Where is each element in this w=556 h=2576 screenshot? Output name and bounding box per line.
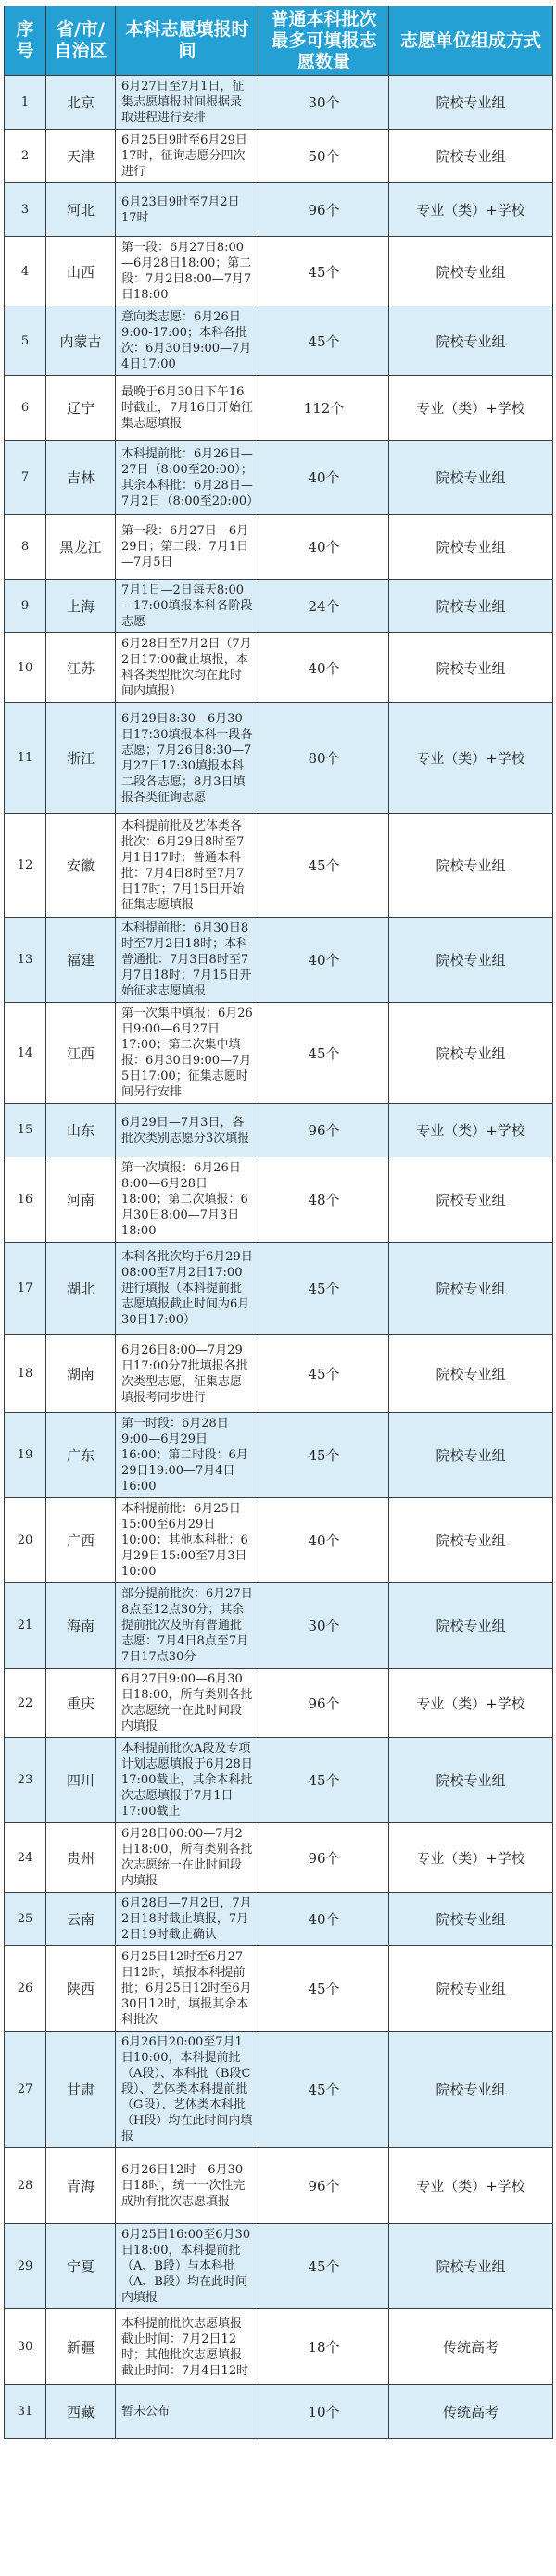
row-index: 23 bbox=[5, 1738, 46, 1823]
row-province: 浙江 bbox=[46, 703, 116, 814]
row-mode: 院校专业组 bbox=[389, 1946, 553, 2032]
row-index: 21 bbox=[5, 1583, 46, 1669]
table-row bbox=[5, 1413, 553, 1498]
row-time: 7月1日—2日每天8:00—17:00填报本科各阶段志愿 bbox=[116, 580, 259, 633]
row-index: 6 bbox=[5, 376, 46, 441]
row-mode: 院校专业组 bbox=[389, 1335, 553, 1413]
row-province: 重庆 bbox=[46, 1669, 116, 1738]
row-count: 45个 bbox=[259, 2224, 389, 2309]
row-count: 45个 bbox=[259, 814, 389, 918]
row-province: 陕西 bbox=[46, 1946, 116, 2032]
row-mode: 院校专业组 bbox=[389, 580, 553, 633]
table-row bbox=[5, 1823, 553, 1893]
row-time: 第一次集中填报：6月26日9:00—6月27日17:00；第二次集中填报：6月30日9:00—7月5日17:00；征集志愿时间另行安排 bbox=[116, 1003, 259, 1104]
table-row bbox=[5, 2385, 553, 2439]
table-row bbox=[5, 130, 553, 183]
row-count: 40个 bbox=[259, 1893, 389, 1946]
row-count: 40个 bbox=[259, 1498, 389, 1583]
row-mode: 专业（类）+学校 bbox=[389, 2148, 553, 2224]
row-mode: 院校专业组 bbox=[389, 1003, 553, 1104]
row-mode: 院校专业组 bbox=[389, 2224, 553, 2309]
row-time: 6月28日—7月2日，7月2日18时截止填报，7月2日19时截止确认 bbox=[116, 1893, 259, 1946]
table-row bbox=[5, 1335, 553, 1413]
row-index: 1 bbox=[5, 76, 46, 130]
row-index: 28 bbox=[5, 2148, 46, 2224]
row-count: 96个 bbox=[259, 1669, 389, 1738]
row-time: 6月27日至7月1日，征集志愿填报时间根据录取进程进行安排 bbox=[116, 76, 259, 130]
row-mode: 院校专业组 bbox=[389, 306, 553, 376]
row-count: 45个 bbox=[259, 2032, 389, 2148]
table-row bbox=[5, 515, 553, 580]
table-row bbox=[5, 1738, 553, 1823]
row-time: 6月29日—7月3日，各批次类别志愿分3次填报 bbox=[116, 1104, 259, 1157]
row-province: 海南 bbox=[46, 1583, 116, 1669]
row-index: 7 bbox=[5, 441, 46, 515]
row-count: 96个 bbox=[259, 1823, 389, 1893]
row-province: 贵州 bbox=[46, 1823, 116, 1893]
row-index: 14 bbox=[5, 1003, 46, 1104]
row-index: 18 bbox=[5, 1335, 46, 1413]
table-row bbox=[5, 1003, 553, 1104]
table-row bbox=[5, 2309, 553, 2385]
row-index: 27 bbox=[5, 2032, 46, 2148]
row-index: 29 bbox=[5, 2224, 46, 2309]
row-province: 福建 bbox=[46, 918, 116, 1003]
row-count: 45个 bbox=[259, 237, 389, 306]
row-mode: 院校专业组 bbox=[389, 633, 553, 703]
row-mode: 专业（类）+学校 bbox=[389, 376, 553, 441]
row-province: 安徽 bbox=[46, 814, 116, 918]
row-time: 6月26日12时—6月30日18时，统一一次性完成所有批次志愿填报 bbox=[116, 2148, 259, 2224]
row-time: 6月28日00:00—7月2日18:00，所有类别各批次志愿统一在此时间段内填报 bbox=[116, 1823, 259, 1893]
row-province: 广东 bbox=[46, 1413, 116, 1498]
row-mode: 专业（类）+学校 bbox=[389, 183, 553, 237]
row-count: 48个 bbox=[259, 1157, 389, 1243]
row-time: 6月28日至7月2日（7月2日17:00截止填报，本科各类型批次均在此时间内填报） bbox=[116, 633, 259, 703]
row-index: 19 bbox=[5, 1413, 46, 1498]
row-province: 青海 bbox=[46, 2148, 116, 2224]
row-mode: 院校专业组 bbox=[389, 918, 553, 1003]
row-mode: 院校专业组 bbox=[389, 515, 553, 580]
row-province: 山西 bbox=[46, 237, 116, 306]
row-province: 宁夏 bbox=[46, 2224, 116, 2309]
row-count: 45个 bbox=[259, 1738, 389, 1823]
row-province: 辽宁 bbox=[46, 376, 116, 441]
row-mode: 院校专业组 bbox=[389, 237, 553, 306]
row-province: 湖南 bbox=[46, 1335, 116, 1413]
row-index: 4 bbox=[5, 237, 46, 306]
row-index: 31 bbox=[5, 2385, 46, 2439]
row-index: 10 bbox=[5, 633, 46, 703]
table-row bbox=[5, 1669, 553, 1738]
row-province: 四川 bbox=[46, 1738, 116, 1823]
row-province: 江苏 bbox=[46, 633, 116, 703]
row-province: 江西 bbox=[46, 1003, 116, 1104]
row-province: 上海 bbox=[46, 580, 116, 633]
row-count: 40个 bbox=[259, 515, 389, 580]
table-row bbox=[5, 1946, 553, 2032]
row-time: 本科提前批及艺体类各批次：6月29日8时至7月1日17时；普通本科批：7月4日8时至7月7日17时；7月15日开始征集志愿填报 bbox=[116, 814, 259, 918]
row-count: 50个 bbox=[259, 130, 389, 183]
row-index: 15 bbox=[5, 1104, 46, 1157]
row-count: 96个 bbox=[259, 1104, 389, 1157]
table-row bbox=[5, 1243, 553, 1335]
row-index: 9 bbox=[5, 580, 46, 633]
row-time: 6月23日9时至7月2日17时 bbox=[116, 183, 259, 237]
row-count: 96个 bbox=[259, 183, 389, 237]
volunteer-table bbox=[4, 6, 553, 2439]
table-row bbox=[5, 1157, 553, 1243]
row-province: 甘肃 bbox=[46, 2032, 116, 2148]
row-mode: 专业（类）+学校 bbox=[389, 1823, 553, 1893]
row-count: 45个 bbox=[259, 1243, 389, 1335]
row-time: 6月25日12时至6月27日12时，填报本科提前批；6月25日12时至6月30日12时，填报其余本科批次 bbox=[116, 1946, 259, 2032]
row-time: 意向类志愿：6月26日9:00-17:00；本科各批次：6月30日9:00—7月4日17:00 bbox=[116, 306, 259, 376]
row-count: 30个 bbox=[259, 1583, 389, 1669]
table-row bbox=[5, 1104, 553, 1157]
row-time: 暂未公布 bbox=[116, 2385, 259, 2439]
row-index: 5 bbox=[5, 306, 46, 376]
row-count: 45个 bbox=[259, 1413, 389, 1498]
header-mode: 志愿单位组成方式 bbox=[389, 6, 553, 76]
row-time: 6月25日9时至6月29日17时，征询志愿分四次进行 bbox=[116, 130, 259, 183]
table-row bbox=[5, 2224, 553, 2309]
row-mode: 院校专业组 bbox=[389, 441, 553, 515]
row-mode: 院校专业组 bbox=[389, 1413, 553, 1498]
table-row bbox=[5, 1893, 553, 1946]
row-province: 山东 bbox=[46, 1104, 116, 1157]
row-count: 40个 bbox=[259, 918, 389, 1003]
row-time: 本科提前批：6月30日8时至7月2日18时；本科普通批：7月3日8时至7月7日18时；7月15日开始征求志愿填报 bbox=[116, 918, 259, 1003]
row-time: 6月26日8:00—7月29日17:00分7批填报各批次类型志愿，征集志愿填报考同步进行 bbox=[116, 1335, 259, 1413]
header-count: 普通本科批次最多可填报志愿数量 bbox=[259, 6, 389, 76]
table-row bbox=[5, 1583, 553, 1669]
row-mode: 院校专业组 bbox=[389, 1738, 553, 1823]
row-province: 云南 bbox=[46, 1893, 116, 1946]
row-index: 22 bbox=[5, 1669, 46, 1738]
row-time: 最晚于6月30日下午16时截止，7月16日开始征集志愿填报 bbox=[116, 376, 259, 441]
row-count: 30个 bbox=[259, 76, 389, 130]
row-mode: 传统高考 bbox=[389, 2385, 553, 2439]
row-province: 天津 bbox=[46, 130, 116, 183]
row-index: 13 bbox=[5, 918, 46, 1003]
table-body bbox=[5, 76, 553, 2439]
row-province: 西藏 bbox=[46, 2385, 116, 2439]
row-time: 6月25日16:00至6月30日18:00，本科提前批（A、B段）与本科批（A、B段）均在此时间内填报 bbox=[116, 2224, 259, 2309]
row-time: 第一次填报：6月26日8:00—6月28日18:00；第二次填报：6月30日8:00—7月3日18:00 bbox=[116, 1157, 259, 1243]
row-mode: 专业（类）+学校 bbox=[389, 1669, 553, 1738]
table-row bbox=[5, 2148, 553, 2224]
row-count: 45个 bbox=[259, 1003, 389, 1104]
table-row bbox=[5, 376, 553, 441]
row-count: 10个 bbox=[259, 2385, 389, 2439]
row-time: 部分提前批次：6月27日8点至12点30分；其余提前批次及所有普通批志愿：7月4日8点至7月7日17点30分 bbox=[116, 1583, 259, 1669]
row-mode: 专业（类）+学校 bbox=[389, 703, 553, 814]
row-mode: 专业（类）+学校 bbox=[389, 1104, 553, 1157]
table-row bbox=[5, 441, 553, 515]
row-province: 北京 bbox=[46, 76, 116, 130]
header-province: 省/市/自治区 bbox=[46, 6, 116, 76]
row-mode: 院校专业组 bbox=[389, 2032, 553, 2148]
row-time: 本科提前批：6月26日—27日（8:00至20:00）；其余本科批：6月28日—7月2日（8:00至20:00） bbox=[116, 441, 259, 515]
row-province: 广西 bbox=[46, 1498, 116, 1583]
row-count: 40个 bbox=[259, 441, 389, 515]
row-time: 第一时段：6月28日9:00—6月29日16:00；第二时段：6月29日19:00—7月4日16:00 bbox=[116, 1413, 259, 1498]
table-row bbox=[5, 918, 553, 1003]
row-index: 16 bbox=[5, 1157, 46, 1243]
table-row bbox=[5, 1498, 553, 1583]
row-count: 96个 bbox=[259, 2148, 389, 2224]
row-time: 本科提前批次A段及专项计划志愿填报于6月28日17:00截止，其余本科批次志愿填报于7月1日17:00截止 bbox=[116, 1738, 259, 1823]
row-mode: 院校专业组 bbox=[389, 814, 553, 918]
row-time: 6月27日9:00—6月30日18:00，所有类别各批次志愿统一在此时间段内填报 bbox=[116, 1669, 259, 1738]
table-row bbox=[5, 633, 553, 703]
row-mode: 院校专业组 bbox=[389, 1157, 553, 1243]
row-time: 本科提前批次志愿填报截止时间：7月2日12时；其他批次志愿填报截止时间：7月4日12时 bbox=[116, 2309, 259, 2385]
row-count: 45个 bbox=[259, 306, 389, 376]
table-row bbox=[5, 703, 553, 814]
row-province: 新疆 bbox=[46, 2309, 116, 2385]
header-time: 本科志愿填报时间 bbox=[116, 6, 259, 76]
row-index: 11 bbox=[5, 703, 46, 814]
row-index: 17 bbox=[5, 1243, 46, 1335]
table-row bbox=[5, 76, 553, 130]
row-count: 40个 bbox=[259, 633, 389, 703]
table-row bbox=[5, 2032, 553, 2148]
row-index: 12 bbox=[5, 814, 46, 918]
row-index: 25 bbox=[5, 1893, 46, 1946]
row-province: 河南 bbox=[46, 1157, 116, 1243]
row-index: 30 bbox=[5, 2309, 46, 2385]
header-index: 序号 bbox=[5, 6, 46, 76]
row-count: 45个 bbox=[259, 1946, 389, 2032]
row-count: 45个 bbox=[259, 1335, 389, 1413]
row-time: 本科各批次均于6月29日08:00至7月2日17:00进行填报（本科提前批志愿填报截止时间为6月30日17:00） bbox=[116, 1243, 259, 1335]
row-time: 6月26日20:00至7月1日10:00，本科提前批（A段）、本科批（B段C段）、艺体类本科提前批（G段）、艺体类本科批（H段）均在此时间内填报 bbox=[116, 2032, 259, 2148]
table-row bbox=[5, 237, 553, 306]
row-time: 第一段：6月27日—6月29日；第二段：7月1日—7月5日 bbox=[116, 515, 259, 580]
row-mode: 院校专业组 bbox=[389, 1583, 553, 1669]
row-mode: 传统高考 bbox=[389, 2309, 553, 2385]
row-mode: 院校专业组 bbox=[389, 1243, 553, 1335]
header-row bbox=[5, 6, 553, 76]
row-index: 20 bbox=[5, 1498, 46, 1583]
row-count: 112个 bbox=[259, 376, 389, 441]
row-index: 8 bbox=[5, 515, 46, 580]
row-mode: 院校专业组 bbox=[389, 130, 553, 183]
row-mode: 院校专业组 bbox=[389, 1498, 553, 1583]
row-count: 18个 bbox=[259, 2309, 389, 2385]
row-index: 3 bbox=[5, 183, 46, 237]
row-mode: 院校专业组 bbox=[389, 76, 553, 130]
row-count: 80个 bbox=[259, 703, 389, 814]
row-time: 6月29日8:30—6月30日17:30填报本科一段各志愿；7月26日8:30—7月27日17:30填报本科二段各志愿；8月3日填报各类征询志愿 bbox=[116, 703, 259, 814]
table-row bbox=[5, 580, 553, 633]
row-time: 第一段：6月27日8:00—6月28日18:00；第二段：7月2日8:00—7月7日18:00 bbox=[116, 237, 259, 306]
row-index: 26 bbox=[5, 1946, 46, 2032]
row-index: 24 bbox=[5, 1823, 46, 1893]
row-province: 湖北 bbox=[46, 1243, 116, 1335]
row-province: 黑龙江 bbox=[46, 515, 116, 580]
table-row bbox=[5, 814, 553, 918]
row-count: 24个 bbox=[259, 580, 389, 633]
row-index: 2 bbox=[5, 130, 46, 183]
row-province: 河北 bbox=[46, 183, 116, 237]
row-time: 本科提前批：6月25日15:00至6月29日10:00；其他本科批：6月29日15:00至7月3日10:00 bbox=[116, 1498, 259, 1583]
table-row bbox=[5, 183, 553, 237]
row-mode: 院校专业组 bbox=[389, 1893, 553, 1946]
row-province: 内蒙古 bbox=[46, 306, 116, 376]
row-province: 吉林 bbox=[46, 441, 116, 515]
table-row bbox=[5, 306, 553, 376]
